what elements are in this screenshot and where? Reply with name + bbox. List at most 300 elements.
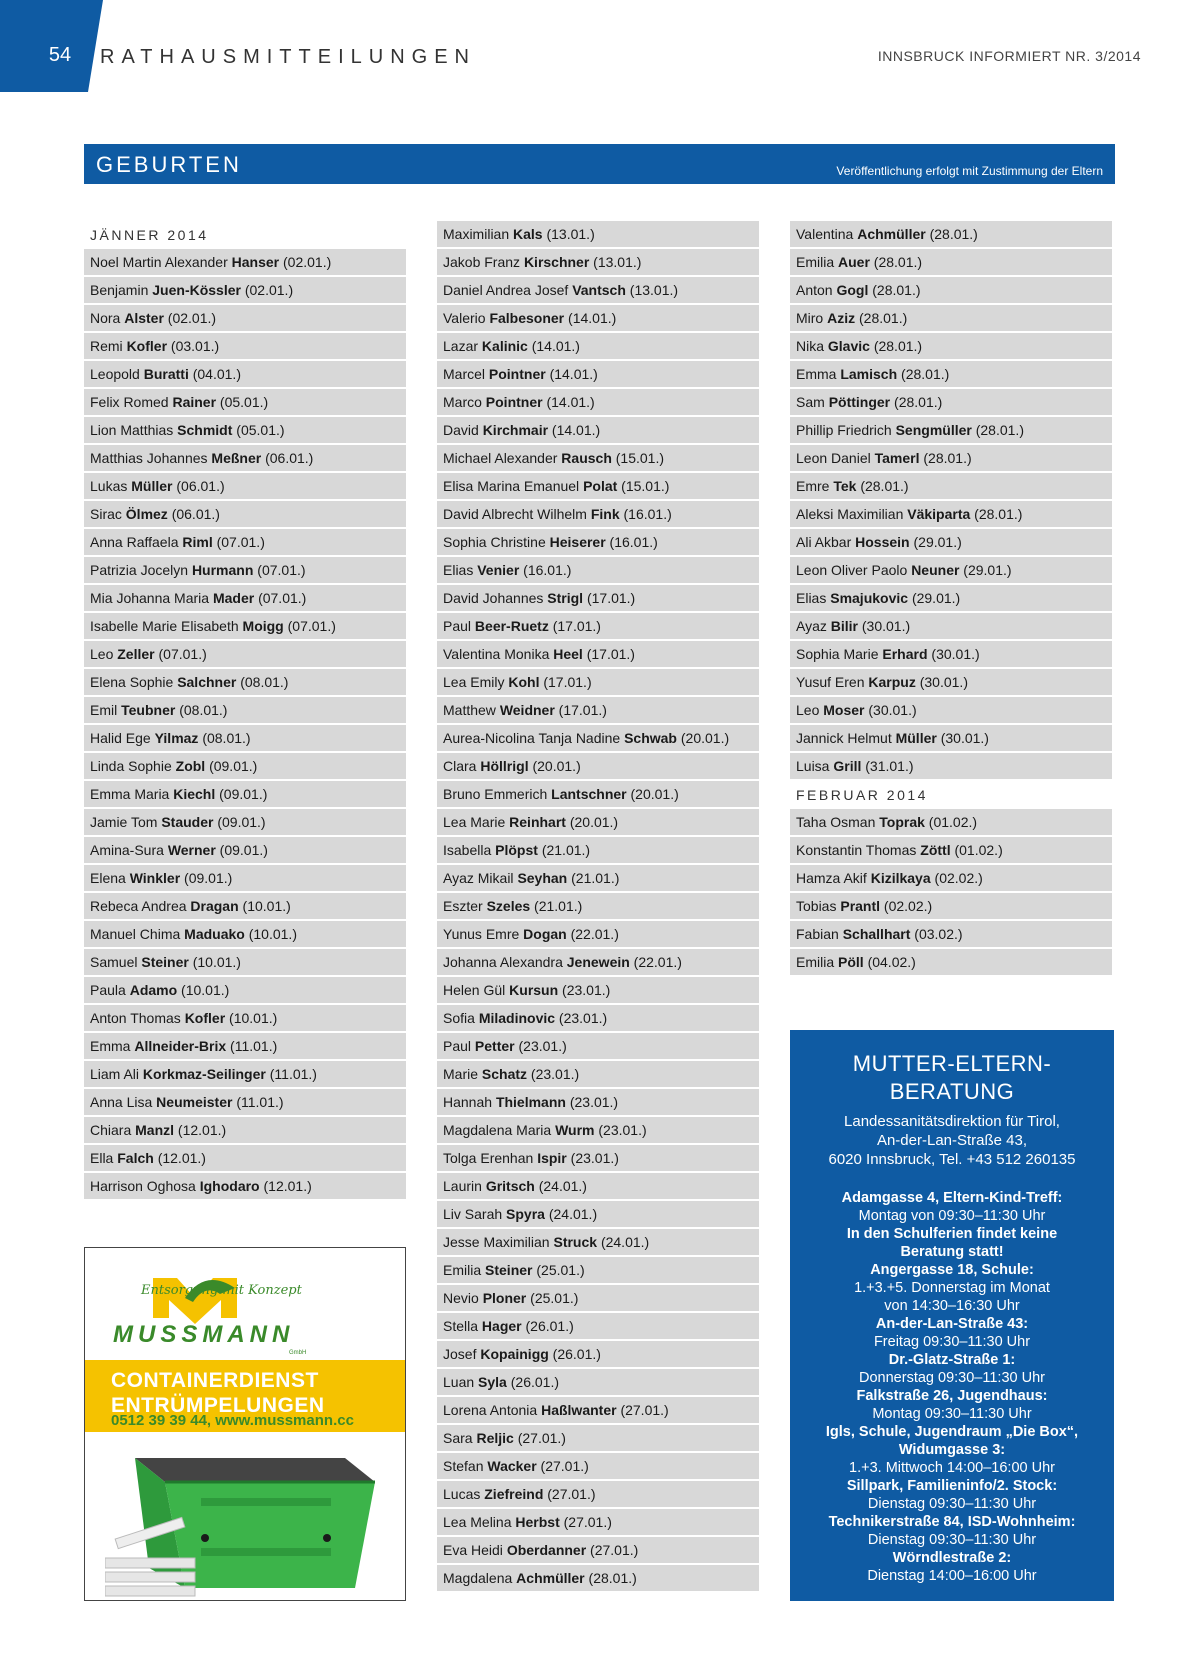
surname: Rainer <box>172 394 217 410</box>
given-names: Liam Ali <box>90 1066 143 1082</box>
given-names: Paul <box>443 1038 475 1054</box>
given-names: Nika <box>796 338 828 354</box>
given-names: Elena Sophie <box>90 674 178 690</box>
schedule-time: 1.+3.+5. Donnerstag im Monat <box>854 1280 1050 1296</box>
birth-date: (12.01.) <box>174 1122 227 1138</box>
given-names: Anna Raffaela <box>90 534 183 550</box>
birth-date: (09.01.) <box>215 842 268 858</box>
birth-date: (29.01.) <box>908 590 961 606</box>
surname: Tek <box>833 478 857 494</box>
birth-entry <box>790 305 1112 331</box>
surname: Pöttinger <box>828 394 891 410</box>
surname: Gogl <box>836 282 869 298</box>
birth-entry <box>437 1537 759 1563</box>
birth-date: (31.01.) <box>861 758 914 774</box>
birth-date: (08.01.) <box>236 674 289 690</box>
birth-entry <box>84 865 406 891</box>
surname: Schallhart <box>842 926 911 942</box>
birth-date: (05.01.) <box>232 422 285 438</box>
birth-date: (16.01.) <box>619 506 672 522</box>
birth-date: (21.01.) <box>567 870 620 886</box>
given-names: Amina-Sura <box>90 842 168 858</box>
surname: Pöll <box>838 954 864 970</box>
birth-entry <box>790 361 1112 387</box>
surname: Neumeister <box>156 1094 233 1110</box>
surname: Müller <box>895 730 937 746</box>
surname: Sengmüller <box>895 422 972 438</box>
birth-date: (28.01.) <box>869 338 923 354</box>
info-title-line-1: MUTTER-ELTERN- <box>852 1051 1052 1076</box>
birth-entry <box>84 725 406 751</box>
info-address-line: An-der-Lan-Straße 43, <box>876 1132 1028 1149</box>
surname: Mader <box>212 590 255 606</box>
birth-date: (01.02.) <box>950 842 1003 858</box>
surname: Auer <box>838 254 870 270</box>
surname: Maduako <box>184 926 245 942</box>
given-names: Lorena Antonia <box>443 1402 542 1418</box>
given-names: Elias <box>796 590 831 606</box>
birth-entry <box>437 753 759 779</box>
birth-entry <box>84 1089 406 1115</box>
birth-date: (30.01.) <box>858 618 911 634</box>
birth-entry <box>790 333 1112 359</box>
given-names: Leo <box>796 702 824 718</box>
birth-entry <box>437 1369 759 1395</box>
birth-date: (23.01.) <box>594 1122 647 1138</box>
given-names: Jamie Tom <box>90 814 162 830</box>
given-names: Manuel Chima <box>90 926 185 942</box>
surname: Kirschner <box>523 254 590 270</box>
birth-date: (27.01.) <box>536 1458 589 1474</box>
birth-date: (28.01.) <box>971 422 1024 438</box>
surname: Kopainigg <box>480 1346 549 1362</box>
birth-date: (03.01.) <box>167 338 220 354</box>
birth-date: (06.01.) <box>167 506 220 522</box>
given-names: Elisa Marina Emanuel <box>443 478 584 494</box>
birth-date: (30.01.) <box>927 646 980 662</box>
surname: Achmüller <box>857 226 926 242</box>
surname: Reinhart <box>509 814 566 830</box>
given-names: Liv Sarah <box>443 1206 507 1222</box>
birth-entry <box>437 1397 759 1423</box>
surname: Jenewein <box>566 954 630 970</box>
birth-entry <box>437 1313 759 1339</box>
given-names: Fabian <box>796 926 843 942</box>
surname: Achmüller <box>516 1570 585 1586</box>
given-names: Noel Martin Alexander <box>90 254 232 270</box>
given-names: Rebeca Andrea <box>90 898 191 914</box>
info-address-line: Landessanitätsdirektion für Tirol, <box>844 1113 1060 1130</box>
birth-date: (29.01.) <box>959 562 1012 578</box>
birth-entry <box>790 893 1112 919</box>
birth-date: (14.01.) <box>545 366 598 382</box>
birth-entry <box>84 837 406 863</box>
given-names: Stefan <box>443 1458 488 1474</box>
birth-date: (08.01.) <box>175 702 228 718</box>
surname: Falch <box>117 1150 154 1166</box>
surname: Steiner <box>141 954 189 970</box>
given-names: Lucas <box>443 1486 485 1502</box>
birth-entry <box>437 501 759 527</box>
birth-date: (15.01.) <box>617 478 670 494</box>
given-names: Magdalena <box>443 1570 517 1586</box>
surname: Schwab <box>624 730 677 746</box>
given-names: Sophia Christine <box>443 534 550 550</box>
birth-entry <box>437 1173 759 1199</box>
given-names: Linda Sophie <box>90 758 176 774</box>
birth-entry <box>437 1033 759 1059</box>
surname: Beer-Ruetz <box>474 618 549 634</box>
surname: Stauder <box>161 814 214 830</box>
birth-entry <box>437 1481 759 1507</box>
birth-date: (22.01.) <box>566 926 619 942</box>
surname: Ploner <box>482 1290 527 1306</box>
birth-entry <box>790 753 1112 779</box>
birth-date: (17.01.) <box>539 674 592 690</box>
surname: Kohl <box>508 674 540 690</box>
schedule-time: Donnerstag 09:30–11:30 Uhr <box>859 1370 1045 1386</box>
birth-entry <box>437 557 759 583</box>
birth-date: (30.01.) <box>915 674 968 690</box>
birth-date: (02.02.) <box>930 870 983 886</box>
birth-entry <box>790 669 1112 695</box>
birth-entry <box>84 809 406 835</box>
birth-entry <box>84 417 406 443</box>
birth-entry <box>437 585 759 611</box>
given-names: Sara <box>443 1430 477 1446</box>
surname: Grill <box>833 758 862 774</box>
birth-entry <box>437 1005 759 1031</box>
page-number: 54 <box>48 44 72 66</box>
given-names: David <box>443 422 483 438</box>
birth-date: (09.01.) <box>180 870 233 886</box>
info-address-line: 6020 Innsbruck, Tel. +43 512 260135 <box>828 1151 1076 1168</box>
given-names: Valentina Monika <box>443 646 554 662</box>
given-names: Mia Johanna Maria <box>90 590 213 606</box>
surname: Buratti <box>143 366 189 382</box>
birth-entry <box>437 1425 759 1451</box>
surname: Ispir <box>537 1150 567 1166</box>
birth-entry <box>84 585 406 611</box>
birth-date: (28.01.) <box>855 310 908 326</box>
birth-entry <box>84 1173 406 1199</box>
birth-entry <box>84 669 406 695</box>
birth-entry <box>84 557 406 583</box>
birth-date: (28.01.) <box>890 394 943 410</box>
birth-entry <box>790 473 1112 499</box>
birth-date: (24.01.) <box>544 1206 598 1222</box>
birth-entry <box>437 1117 759 1143</box>
surname: Herbst <box>515 1514 560 1530</box>
given-names: Sirac <box>90 506 126 522</box>
birth-entry <box>84 781 406 807</box>
birth-date: (11.01.) <box>232 1094 284 1110</box>
given-names: Matthew <box>443 702 500 718</box>
surname: Hossein <box>855 534 910 550</box>
surname: Toprak <box>879 814 925 830</box>
given-names: Emma Maria <box>90 786 174 802</box>
given-names: Lukas <box>90 478 132 494</box>
birth-entry <box>84 473 406 499</box>
surname: Haßlwanter <box>541 1402 617 1418</box>
birth-date: (26.01.) <box>521 1318 574 1334</box>
surname: Kursun <box>509 982 559 998</box>
surname: Fink <box>590 506 620 522</box>
birth-entry <box>437 445 759 471</box>
birth-date: (17.01.) <box>582 646 635 662</box>
birth-entry <box>84 1061 406 1087</box>
birth-entry <box>437 725 759 751</box>
given-names: Michael Alexander <box>443 450 562 466</box>
surname: Pointner <box>488 366 546 382</box>
surname: Ighodaro <box>199 1178 260 1194</box>
surname: Lantschner <box>551 786 627 802</box>
birth-date: (01.02.) <box>924 814 978 830</box>
birth-entry <box>437 1341 759 1367</box>
given-names: Harrison Oghosa <box>90 1178 200 1194</box>
birth-date: (28.01.) <box>584 1570 637 1586</box>
given-names: Lazar <box>443 338 482 354</box>
surname: Kals <box>513 226 543 242</box>
surname: Ziefreind <box>484 1486 544 1502</box>
schedule-location: Adamgasse 4, Eltern-Kind-Treff: <box>841 1190 1063 1206</box>
info-address <box>790 1112 1114 1169</box>
surname: Kizilkaya <box>870 870 931 886</box>
birth-date: (17.01.) <box>548 618 601 634</box>
birth-entry <box>790 585 1112 611</box>
birth-date: (07.01.) <box>212 534 265 550</box>
given-names: Nevio <box>443 1290 483 1306</box>
consent-note: Veröffentlichung erfolgt mit Zustimmung der Eltern <box>836 164 1103 178</box>
given-names: Jesse Maximilian <box>443 1234 554 1250</box>
schedule-time: Dienstag 09:30–11:30 Uhr <box>867 1496 1037 1512</box>
surname: Kalinic <box>481 338 528 354</box>
given-names: Isabelle Marie Elisabeth <box>90 618 243 634</box>
birth-entry <box>437 361 759 387</box>
given-names: Anton <box>796 282 837 298</box>
birth-entry <box>437 1145 759 1171</box>
surname: Miladinovic <box>478 1010 556 1026</box>
birth-entry <box>84 753 406 779</box>
birth-entry <box>437 417 759 443</box>
birth-date: (11.01.) <box>226 1038 278 1054</box>
surname: Prantl <box>840 898 881 914</box>
birth-date: (23.01.) <box>566 1150 619 1166</box>
ad-line-1: CONTAINERDIENST <box>111 1369 319 1392</box>
birth-entry <box>790 417 1112 443</box>
birth-date: (24.01.) <box>597 1234 650 1250</box>
birth-entry <box>84 641 406 667</box>
given-names: Valentina <box>796 226 858 242</box>
birth-entry <box>437 865 759 891</box>
birth-entry <box>437 1201 759 1227</box>
given-names: Patrizia Jocelyn <box>90 562 192 578</box>
given-names: Lea Emily <box>443 674 509 690</box>
surname: Seyhan <box>517 870 568 886</box>
surname: Erhard <box>882 646 928 662</box>
surname: Schatz <box>481 1066 528 1082</box>
birth-entry <box>437 473 759 499</box>
births-list-1 <box>84 249 406 1199</box>
surname: Pointner <box>485 394 543 410</box>
schedule-location: An-der-Lan-Straße 43: <box>875 1316 1029 1332</box>
births-column-3 <box>790 221 1112 977</box>
surname: Höllrigl <box>480 758 529 774</box>
surname: Oberdanner <box>506 1542 587 1558</box>
given-names: Marco <box>443 394 486 410</box>
birth-entry <box>790 277 1112 303</box>
surname: Salchner <box>177 674 237 690</box>
birth-date: (08.01.) <box>198 730 251 746</box>
surname: Hurmann <box>191 562 254 578</box>
given-names: Leo <box>90 646 118 662</box>
birth-date: (07.01.) <box>154 646 207 662</box>
given-names: Sophia Marie <box>796 646 883 662</box>
surname: Hager <box>481 1318 522 1334</box>
surname: Dogan <box>523 926 567 942</box>
given-names: Halid Ege <box>90 730 155 746</box>
birth-date: (16.01.) <box>605 534 658 550</box>
birth-date: (27.01.) <box>559 1514 612 1530</box>
ad-slogan: Entsorgung mit Konzept <box>141 1283 302 1298</box>
birth-entry <box>790 837 1112 863</box>
month-heading-february: FEBRUAR 2014 <box>790 781 1112 809</box>
births-column-1 <box>84 221 406 1201</box>
given-names: Felix Romed <box>90 394 173 410</box>
birth-entry <box>84 529 406 555</box>
surname: Yilmaz <box>154 730 199 746</box>
surname: Kiechl <box>173 786 216 802</box>
given-names: Eszter <box>443 898 487 914</box>
given-names: Yunus Emre <box>443 926 524 942</box>
given-names: Laurin <box>443 1178 486 1194</box>
birth-date: (26.01.) <box>548 1346 601 1362</box>
info-title <box>790 1050 1114 1106</box>
birth-date: (15.01.) <box>611 450 665 466</box>
surname: Polat <box>583 478 618 494</box>
surname: Meßner <box>211 450 262 466</box>
mussmann-logo <box>85 1258 405 1358</box>
birth-date: (07.01.) <box>253 562 306 578</box>
surname: Aziz <box>827 310 856 326</box>
given-names: Stella <box>443 1318 482 1334</box>
birth-date: (28.01.) <box>856 478 909 494</box>
births-column-2 <box>437 221 759 1593</box>
surname: Szeles <box>486 898 531 914</box>
given-names: Valerio <box>443 310 490 326</box>
birth-entry <box>437 697 759 723</box>
birth-date: (06.01.) <box>261 450 314 466</box>
birth-entry <box>437 641 759 667</box>
birth-date: (28.01.) <box>897 366 950 382</box>
births-list-4 <box>790 809 1112 975</box>
given-names: Marcel <box>443 366 489 382</box>
given-names: Emma <box>796 366 841 382</box>
birth-date: (04.02.) <box>863 954 916 970</box>
given-names: Ayaz Mikail <box>443 870 518 886</box>
birth-date: (07.01.) <box>283 618 336 634</box>
surname: Bilir <box>830 618 858 634</box>
birth-date: (30.01.) <box>864 702 917 718</box>
given-names: Bruno Emmerich <box>443 786 552 802</box>
birth-date: (20.01.) <box>565 814 619 830</box>
surname: Tamerl <box>874 450 920 466</box>
surname: Adamo <box>129 982 178 998</box>
given-names: Emilia <box>796 254 839 270</box>
birth-entry <box>790 725 1112 751</box>
birth-entry <box>790 249 1112 275</box>
birth-date: (28.01.) <box>925 226 978 242</box>
birth-date: (14.01.) <box>527 338 580 354</box>
surname: Moser <box>823 702 865 718</box>
birth-entry <box>437 949 759 975</box>
given-names: Isabella <box>443 842 496 858</box>
birth-entry <box>790 445 1112 471</box>
surname: Plöpst <box>495 842 538 858</box>
birth-entry <box>437 1061 759 1087</box>
birth-entry <box>84 389 406 415</box>
birth-entry <box>790 613 1112 639</box>
given-names: Paula <box>90 982 130 998</box>
surname: Vantsch <box>572 282 626 298</box>
birth-date: (11.01.) <box>265 1066 317 1082</box>
births-list-2 <box>437 221 759 1591</box>
given-names: Ayaz <box>796 618 831 634</box>
birth-date: (16.01.) <box>519 562 572 578</box>
given-names: Emma <box>90 1038 135 1054</box>
birth-entry <box>437 1453 759 1479</box>
schedule-location: Technikerstraße 84, ISD-Wohnheim: <box>828 1514 1076 1530</box>
given-names: Sofia <box>443 1010 479 1026</box>
birth-date: (10.01.) <box>225 1010 278 1026</box>
birth-date: (17.01.) <box>554 702 607 718</box>
surname: Zobl <box>175 758 206 774</box>
birth-date: (21.01.) <box>537 842 591 858</box>
birth-date: (02.01.) <box>163 310 217 326</box>
birth-date: (13.01.) <box>625 282 679 298</box>
birth-date: (28.01.) <box>869 254 923 270</box>
issue-label: INNSBRUCK INFORMIERT NR. 3/2014 <box>877 48 1141 64</box>
given-names: Josef <box>443 1346 481 1362</box>
given-names: Jakob Franz <box>443 254 524 270</box>
given-names: Tolga Erenhan <box>443 1150 538 1166</box>
given-names: Lea Melina <box>443 1514 516 1530</box>
given-names: Lion Matthias <box>90 422 178 438</box>
birth-date: (23.01.) <box>555 1010 608 1026</box>
schedule-location: Dr.-Glatz-Straße 1: <box>888 1352 1016 1368</box>
birth-date: (30.01.) <box>936 730 989 746</box>
birth-entry <box>437 1565 759 1591</box>
given-names: Ali Akbar <box>796 534 856 550</box>
given-names: David Johannes <box>443 590 548 606</box>
surname: Heel <box>553 646 583 662</box>
birth-entry <box>437 921 759 947</box>
given-names: Yusuf Eren <box>796 674 869 690</box>
birth-date: (25.01.) <box>526 1290 579 1306</box>
birth-entry <box>84 1117 406 1143</box>
birth-entry <box>437 529 759 555</box>
birth-entry <box>437 669 759 695</box>
surname: Moigg <box>242 618 284 634</box>
surname: Glavic <box>827 338 870 354</box>
birth-date: (13.01.) <box>589 254 642 270</box>
birth-entry <box>790 809 1112 835</box>
birth-entry <box>437 249 759 275</box>
given-names: Samuel <box>90 954 142 970</box>
birth-entry <box>790 557 1112 583</box>
birth-entry <box>790 641 1112 667</box>
birth-date: (27.01.) <box>616 1402 669 1418</box>
